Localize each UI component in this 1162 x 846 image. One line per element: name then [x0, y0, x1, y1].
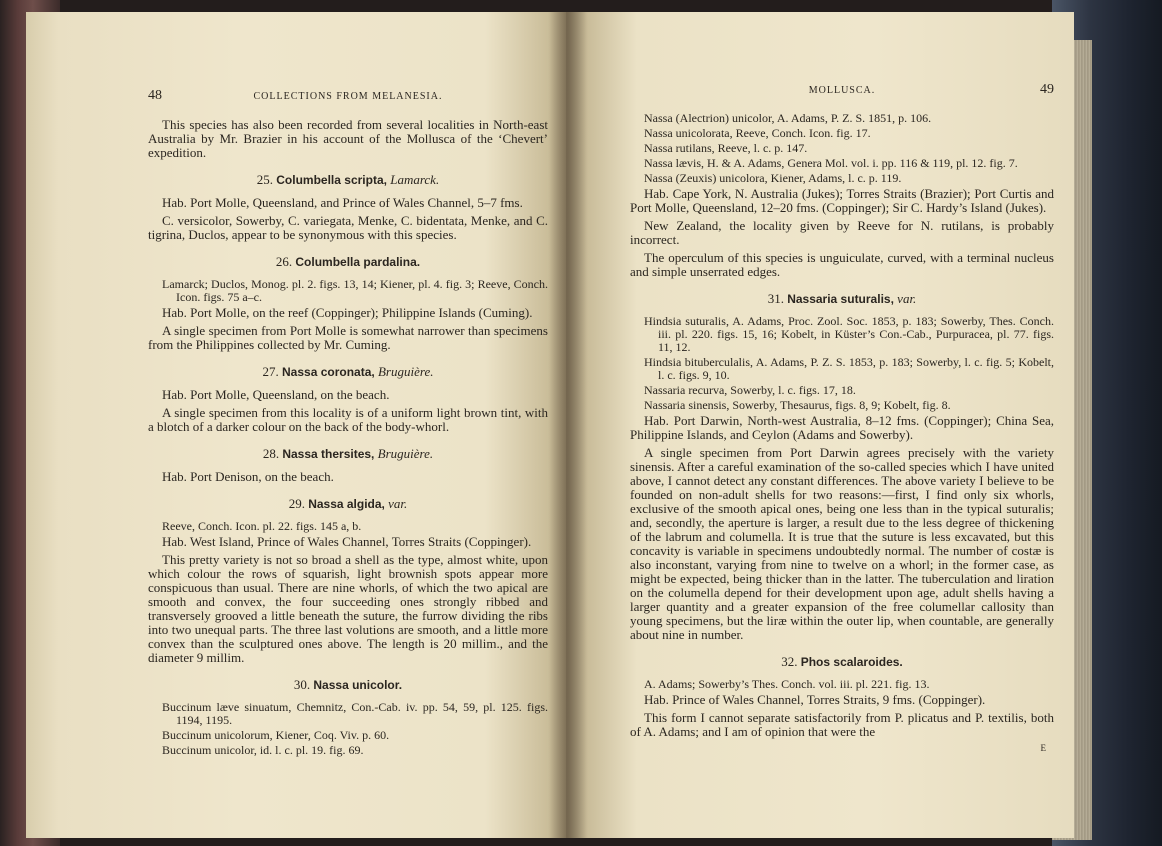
body-paragraph: A single specimen from Port Molle is somewhat narrower than specimens from the Philippines collected by Mr. Cuming. — [148, 323, 548, 352]
species-heading — [148, 254, 548, 270]
species-author: Lamarck. — [390, 172, 440, 187]
species-heading — [148, 677, 548, 693]
left-page — [26, 12, 566, 838]
synonym-line: Nassa lævis, H. & A. Adams, Genera Mol. vol. i. pp. 116 & 119, pl. 12. fig. 7. — [644, 156, 1018, 170]
left-running-head — [148, 88, 548, 104]
right-running-head — [630, 82, 1054, 98]
species-number: 26. — [275, 254, 293, 269]
species-number: 28. — [262, 446, 280, 461]
body-paragraph: Hab. Port Molle, Queensland, and Prince of Wales Channel, 5–7 fms. — [162, 195, 523, 210]
right-page — [566, 12, 1074, 838]
species-number: 29. — [288, 496, 305, 511]
synonym-line: A. Adams; Sowerby’s Thes. Conch. vol. iii. pl. 221. fig. 13. — [644, 677, 930, 691]
species-number: 27. — [262, 364, 279, 379]
synonym-line: Hindsia suturalis, A. Adams, Proc. Zool. Soc. 1853, p. 183; Sowerby, Thes. Conch. iii. pl. 220. figs. 15, 16; Kobelt, in Küster’s Con.-Cab., Purpuracea, pl. 77. figs. 11, 12. — [644, 314, 1054, 354]
species-author: var. — [897, 291, 917, 306]
intro-paragraph: This species has also been recorded from several localities in North-east Australia by Mr. Brazier in his account of the Mollusca of the ‘Chevert’ expedition. — [148, 117, 548, 160]
synonym-line: Lamarck; Duclos, Monog. pl. 2. figs. 13, 14; Kiener, pl. 4. fig. 3; Reeve, Conch. Icon. figs. 75 a–c. — [162, 277, 548, 304]
species-name: Phos scalaroides. — [800, 655, 903, 669]
species-number: 30. — [293, 677, 311, 692]
species-heading — [148, 496, 548, 512]
body-paragraph: Hab. West Island, Prince of Wales Channel, Torres Straits (Coppinger). — [162, 534, 532, 549]
right-page-number: 49 — [1039, 82, 1054, 97]
species-name: Nassa coronata, — [282, 365, 375, 379]
species-heading — [148, 446, 548, 462]
signature-mark: E — [1040, 743, 1046, 753]
species-heading — [148, 172, 548, 188]
body-paragraph: The operculum of this species is unguiculate, curved, with a terminal nucleus and simple unserrated edges. — [630, 250, 1054, 279]
right-top-synonyms — [630, 112, 1054, 185]
body-paragraph: Hab. Port Molle, on the reef (Coppinger); Philippine Islands (Cuming). — [162, 305, 533, 320]
species-name: Columbella scripta, — [276, 173, 387, 187]
species-name: Nassa algida, — [308, 497, 385, 511]
species-name: Nassaria suturalis, — [787, 292, 894, 306]
species-heading — [630, 654, 1054, 670]
body-paragraph: A single specimen from this locality is of a uniform light brown tint, with a blotch of a darker colour on the back of the body-whorl. — [148, 405, 548, 434]
body-paragraph: Hab. Port Darwin, North-west Australia, 8–12 fms. (Coppinger); China Sea, Philippine Islands, and Ceylon (Adams and Sowerby). — [630, 413, 1054, 442]
synonym-line: Buccinum unicolorum, Kiener, Coq. Viv. p. 60. — [162, 728, 390, 742]
species-heading — [630, 291, 1054, 307]
body-paragraph: New Zealand, the locality given by Reeve for N. rutilans, is probably incorrect. — [630, 218, 1054, 247]
right-entries — [630, 291, 1054, 739]
synonym-line: Buccinum læve sinuatum, Chemnitz, Con.-Cab. iv. pp. 54, 59, pl. 125. figs. 1194, 1195. — [162, 700, 548, 727]
left-page-number: 48 — [148, 88, 162, 103]
synonym-line: Nassaria sinensis, Sowerby, Thesaurus, figs. 8, 9; Kobelt, fig. 8. — [644, 398, 951, 412]
body-paragraph: This form I cannot separate satisfactorily from P. plicatus and P. textilis, both of A. Adams; and I am of opinion that were the — [630, 710, 1054, 739]
species-name: Columbella pardalina. — [295, 255, 421, 269]
synonym-line: Nassa rutilans, Reeve, l. c. p. 147. — [644, 141, 808, 155]
body-paragraph: C. versicolor, Sowerby, C. variegata, Menke, C. bidentata, Menke, and C. tigrina, Duclos, appear to be synonymous with this species. — [148, 213, 548, 242]
body-paragraph: Hab. Prince of Wales Channel, Torres Straits, 9 fms. (Coppinger). — [644, 692, 986, 707]
synonym-line: Nassaria recurva, Sowerby, l. c. figs. 17, 18. — [644, 383, 856, 397]
left-running-title: COLLECTIONS FROM MELANESIA. — [253, 91, 443, 102]
species-author: Bruguière. — [377, 364, 434, 379]
synonym-line: Nassa unicolorata, Reeve, Conch. Icon. fig. 17. — [644, 126, 871, 140]
species-number: 31. — [767, 291, 784, 306]
species-name: Nassa thersites, — [282, 447, 375, 461]
body-paragraph: Hab. Cape York, N. Australia (Jukes); Torres Straits (Brazier); Port Curtis and Port Molle, Queensland, 12–20 fms. (Coppinger); Sir C. Hardy’s Island (Jukes). — [630, 186, 1054, 215]
right-running-title: MOLLUSCA. — [808, 85, 876, 96]
species-number: 25. — [256, 172, 274, 187]
species-author: Bruguière. — [377, 446, 434, 461]
synonym-line: Hindsia bituberculalis, A. Adams, P. Z. S. 1853, p. 183; Sowerby, l. c. fig. 5; Kobelt, l. c. figs. 9, 10. — [644, 355, 1054, 382]
body-paragraph: A single specimen from Port Darwin agrees precisely with the variety sinensis. After a careful examination of the so-called species which I have united above, I cannot detect any constant differences. The above variety I believe to be founded on non-adult shells for two reasons:—first, I find only six whorls, exclusive of the smooth apical ones, being one less than in the typical suturalis; and, secondly, the aperture is larger, a result due to the less degree of thickening of the labrum and columella. It is true that the suture is less excavated, but this concavity is variable in specimens undoubtedly normal. The number of costæ is also inconstant, varying from nine to twelve on a whorl; in the former case, as might be expected, being thicker than in the latter. The tuberculation and liration on the columella depend for their development upon age, adult shells having a larger quantity and a greater expansion of the free columellar callosity than young specimens, but the liræ within the outer lip, when countable, are generally about nine in number. — [630, 445, 1054, 642]
species-author: var. — [388, 496, 408, 511]
left-entries — [148, 172, 548, 757]
synonym-line: Reeve, Conch. Icon. pl. 22. figs. 145 a, b. — [162, 519, 362, 533]
body-paragraph: This pretty variety is not so broad a shell as the type, almost white, upon which colour the rows of squarish, light brownish spots appear more conspicuous than usual. There are nine whorls, of which the two apical are smooth and convex, the four succeeding ones strongly ribbed and transversely grooved a little beneath the suture, the furrow dividing the ribs into two unequal parts. The three last volutions are smooth, and a little more convex than the sculptured ones above. The length is 20 millim., and the diameter 9 millim. — [148, 552, 548, 665]
species-name: Nassa unicolor. — [313, 678, 403, 692]
species-number: 32. — [781, 654, 798, 669]
synonym-line: Nassa (Alectrion) unicolor, A. Adams, P. Z. S. 1851, p. 106. — [644, 111, 932, 125]
synonym-line: Nassa (Zeuxis) unicolora, Kiener, Adams, l. c. p. 119. — [644, 171, 902, 185]
species-heading — [148, 364, 548, 380]
body-paragraph: Hab. Port Denison, on the beach. — [162, 469, 334, 484]
body-paragraph: Hab. Port Molle, Queensland, on the beach. — [162, 387, 390, 402]
synonym-line: Buccinum unicolor, id. l. c. pl. 19. fig. 69. — [162, 743, 364, 757]
right-top-paragraphs — [630, 187, 1054, 279]
